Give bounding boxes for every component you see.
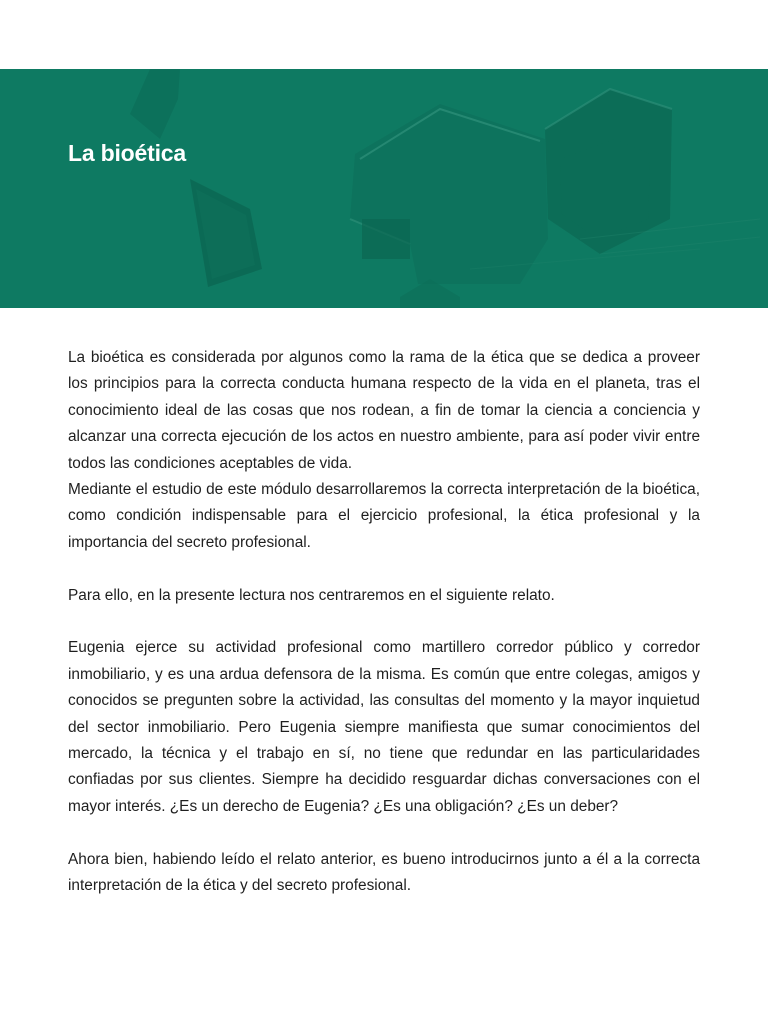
paragraph-module: Mediante el estudio de este módulo desarrollaremos la correcta interpretación de la bioética, como condición indispensable para el ejercicio profesional, la ética profesional y la importancia del secreto profesional.: [68, 481, 700, 551]
house-shapes-background-image: [0, 69, 768, 308]
paragraph-conclusion: Ahora bien, habiendo leído el relato anterior, es bueno introducirnos junto a él a la correcta interpretación de la ética y del secreto profesional.: [68, 850, 700, 895]
header-banner: [0, 69, 768, 308]
paragraph-story: Eugenia ejerce su actividad profesional como martillero corredor público y corredor inmobiliario, y es una ardua defensora de la misma. Es común que entre colegas, amigos y conocidos se pregunten sobre la actividad, las consultas del momento y la mayor inquietud del sector inmobiliario. Pero Eugenia siempre manifiesta que sumar conocimientos del mercado, la técnica y el trabajo en sí, no tiene que redundar en las particularidades confiadas por sus clientes. Siempre ha decidido resguardar dichas conversaciones con el mayor interés. ¿Es un derecho de Eugenia? ¿Es una obligación? ¿Es un deber?: [68, 639, 700, 815]
page-title: La bioética: [68, 140, 186, 166]
paragraph-intro: La bioética es considerada por algunos como la rama de la ética que se dedica a proveer los principios para la correcta conducta humana respecto de la vida en el planeta, tras el conocimiento ideal de las cosas que nos rodean, a fin de tomar la ciencia a conciencia y alcanzar una correcta ejecución de los actos en nuestro ambiente, para así poder vivir entre todos las condiciones aceptables de vida.: [68, 349, 700, 472]
paragraph-lead-in: Para ello, en la presente lectura nos centraremos en el siguiente relato.: [68, 586, 555, 604]
article-body: [68, 345, 700, 899]
